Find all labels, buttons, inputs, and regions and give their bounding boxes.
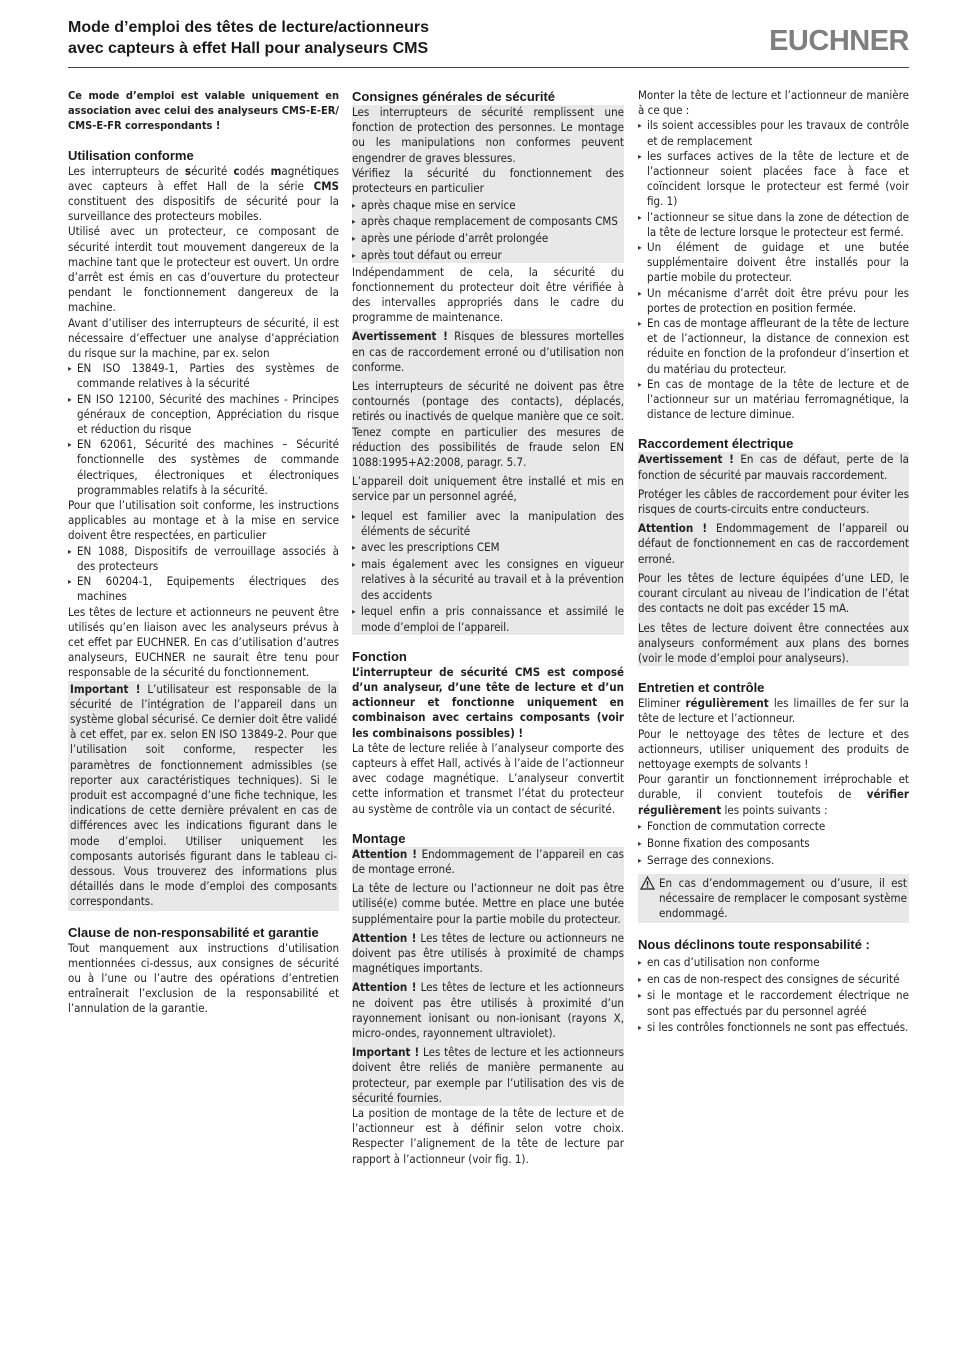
column-2 (352, 88, 624, 1167)
paragraph-install: L’appareil doit uniquement être installé et mis en service par un personnel agréé, (352, 474, 624, 504)
responsibility-list (638, 955, 909, 1036)
list-item: ▸ EN 60204-1, Equipements électriques des machines (68, 574, 339, 604)
heading-responsabilite: Nous déclinons toute responsabilité : (638, 937, 870, 953)
list-item: ▸ EN 62061, Sécurité des machines – Sécurité fonctionnelle des systèmes de commande électriques, électroniques et électroniques programmables relatifs à la sécurité. (68, 437, 339, 498)
maintenance-list (638, 819, 909, 868)
section-utilisation-conforme (68, 147, 339, 911)
list-item: ▸ après tout défaut ou erreur (352, 248, 624, 263)
list-item: ▸ en cas de non-respect des consignes de sécurité (638, 972, 909, 987)
damage-warning-text: En cas d’endommagement ou d’usure, il est nécessaire de remplacer le composant système endommagé. (659, 875, 907, 921)
montage-box (352, 847, 624, 1106)
personnel-list (352, 509, 624, 635)
paragraph-terminals: Les têtes de lecture doivent être connectées aux analyseurs conformément aux plans des bornes (voir le mode d’emploi pour analyseurs). (638, 620, 909, 665)
attention-electrical: Attention ! Endommagement de l’appareil ou défaut de fonctionnement en cas de raccordement erroné. (638, 521, 909, 566)
list-item: ▸ mais également avec les consignes en vigueur relatives à la sécurité au travail et à la prévention des accidents (352, 557, 624, 603)
list-item: ▸ Un mécanisme d’arrêt doit être prévu pour les portes de protection en position fermée. (638, 286, 909, 316)
page-header (68, 17, 909, 68)
list-item: ▸ après chaque remplacement de composants CMS (352, 214, 624, 229)
paragraph-analyzers: Les têtes de lecture et actionneurs ne peuvent être utilisés qu’en liaison avec les analyseurs prévus à cet effet par EUCHNER. En cas d’utilisation d’autres analyseurs, EUCHNER ne saurait être tenu pour responsable de la sécurité du fonctionnement. (68, 604, 339, 680)
heading-fonction: Fonction (352, 648, 407, 664)
list-item: ▸ si les contrôles fonctionnels ne sont pas effectués. (638, 1020, 909, 1035)
safety-box (352, 105, 624, 263)
paragraph-check: Pour garantir un fonctionnement irréprochable et durable, il convient toutefois de vérifier régulièrement les points suivants : (638, 772, 909, 817)
checks-list (352, 198, 624, 263)
paragraph-clause: Tout manquement aux instructions d’utilisation mentionnées ci-dessus, aux consignes de sécurité ou à l’une ou l’autre des opérations d’entretien entraînerait l’exclusion de la responsabilité et l’annulation de la garantie. (68, 940, 339, 1016)
list-item: ▸ l’actionneur se situe dans la zone de détection de la tête de lecture lorsque le protecteur est fermé. (638, 210, 909, 240)
list-item: ▸ avec les prescriptions CEM (352, 540, 624, 555)
list-item: ▸ EN 1088, Dispositifs de verrouillage associés à des protecteurs (68, 544, 339, 574)
paragraph-bypass: Les interrupteurs de sécurité ne doivent pas être contournés (pontage des contacts), déplacés, retirés ou inactivés de quelque manière que ce soit. Tenez compte en particulier des mesures de réduction des possibilités de fraude selon EN 1088:1995+A2:2008, paragr. 5.7. (352, 378, 624, 469)
attention-mounting: Attention ! Endommagement de l’appareil en cas de montage erroné. (352, 846, 624, 876)
paragraph-risk-analysis: Avant d’utiliser des interrupteurs de sécurité, il est nécessaire d’effectuer une analyse d’appréciation du risque sur la machine, par ex. selon (68, 315, 339, 361)
warning-text: Avertissement ! Risques de blessures mortelles en cas de raccordement erroné ou d’utilisation non conforme. (352, 329, 624, 374)
list-item: ▸ lequel est familier avec la manipulation des éléments de sécurité (352, 509, 624, 539)
section-raccordement (638, 435, 909, 666)
document-title-line-1: Mode d’emploi des têtes de lecture/actionneurs (68, 19, 429, 36)
paragraph-mount-intro: Monter la tête de lecture et l’actionneur de manière à ce que : (638, 88, 909, 118)
paragraph-instructions: Pour que l’utilisation soit conforme, les instructions applicables au montage et à la mise en service doivent être respectées, en particulier (68, 498, 339, 543)
paragraph-stop: La tête de lecture ou l’actionneur ne doit pas être utilisé(e) comme butée. Mettre en place une butée supplémentaire pour la partie mobile du protecteur. (352, 881, 624, 926)
important-note-box: Important ! L’utilisateur est responsable de la sécurité de l’intégration de l’appareil dans un système global sécurisé. Ce dernier doit être validé à cet effet, par ex. selon EN ISO 13849-2. Pour que l’utilisation soit conforme, respecter les paramètres de fonctionnement admissibles (se reporter aux caractéristiques techniques). Si le produit est accompagné d’une fiche technique, les indications de cette dernière prévalent en cas de différences avec les indications figurant dans le mode d’emploi. Utiliser uniquement les composants autorisés figurant dans le tableau ci-dessous. Vous trouverez des informations plus détaillés dans le mode d’emploi des composants correspondants. (68, 681, 339, 911)
warning-electrical: Avertissement ! En cas de défaut, perte de la fonction de sécurité par mauvais raccordement. (638, 452, 909, 482)
section-clause (68, 924, 339, 1017)
list-item: ▸ si le montage et le raccordement électrique ne sont pas effectués par du personnel agréé (638, 988, 909, 1018)
list-item: ▸ En cas de montage de la tête de lecture et de l’actionneur sur un matériau ferromagnétique, la distance de lecture diminue. (638, 377, 909, 423)
attention-radiation: Attention ! Les têtes de lecture et les actionneurs ne doivent pas être utilisés à proximité d’un rayonnement ionisant ou non-ionisant (rayons X, micro-ondes, rayonnement ultraviolet). (352, 980, 624, 1040)
list-item: ▸ en cas d’utilisation non conforme (638, 955, 909, 970)
euchner-logo: EUCHNER (769, 25, 909, 57)
warning-box (352, 329, 624, 634)
paragraph-position: La position de montage de la tête de lecture et de l’actionneur est à définir selon votre choix. Respecter l’alignement de la tête de lecture par rapport à l’actionneur (voir fig. 1). (352, 1105, 624, 1166)
heading-clause: Clause de non-responsabilité et garantie (68, 924, 319, 940)
paragraph-safety-function: Les interrupteurs de sécurité remplissent une fonction de protection des personnes. Le montage ou les manipulations non conformes peuvent engendrer de graves blessures. (352, 105, 624, 165)
paragraph-verify: Vérifiez la sécurité du fonctionnement des protecteurs en particulier (352, 165, 624, 196)
warning-triangle-icon (640, 876, 655, 922)
norms-list-mounting (68, 544, 339, 605)
list-item: ▸ Un élément de guidage et une butée supplémentaire doivent être installés pour la partie mobile du protecteur. (638, 240, 909, 286)
column-1 (68, 88, 339, 1017)
electrical-box (638, 452, 909, 666)
important-screws: Important ! Les têtes de lecture et les actionneurs doivent être reliés de manière permanente au protecteur, par exemple par l’utilisation des vis de sécurité fournies. (352, 1045, 624, 1105)
paragraph-filings: Eliminer régulièrement les limailles de fer sur la tête de lecture et l’actionneur. (638, 696, 909, 726)
list-item: ▸ ils soient accessibles pour les travaux de contrôle et de remplacement (638, 118, 909, 148)
section-safety (352, 88, 624, 635)
paragraph-cleaning: Pour le nettoyage des têtes de lecture et des actionneurs, utiliser uniquement des produits de nettoyage exempts de solvants ! (638, 726, 909, 771)
section-fonction (352, 648, 624, 817)
list-item: ▸ les surfaces actives de la tête de lecture et de l’actionneur soient placées face à face et coïncident lorsque le protecteur est fermé (voir fig. 1) (638, 149, 909, 210)
paragraph-led: Pour les têtes de lecture équipées d’une LED, le courant circulant au niveau de l’indication de l’état des contacts ne doit pas excéder 15 mA. (638, 570, 909, 616)
list-item: ▸ EN ISO 13849-1, Parties des systèmes de commande relatives à la sécurité (68, 361, 339, 391)
paragraph-fonction: La tête de lecture reliée à l’analyseur comporte des capteurs à effet Hall, activés à l’aide de l’actionneur avec codage magnétique. L’analyseur convertit cette information et transmet l’état du protecteur au système de contrôle via un contact de sécurité. (352, 740, 624, 816)
mount-list (638, 118, 909, 422)
list-item: ▸ Serrage des connexions. (638, 853, 909, 868)
damage-warning-box (638, 874, 909, 924)
section-montage (352, 830, 624, 1167)
list-item: ▸ En cas de montage affleurant de la tête de lecture et de l’actionneur, la distance de connexion est réduite en fonction de la profondeur d’insertion et du matériau du protecteur. (638, 316, 909, 377)
attention-magnetic: Attention ! Les têtes de lecture ou actionneurs ne doivent pas être utilisés à proximité de champs magnétiques importants. (352, 930, 624, 976)
list-item: ▸ lequel enfin a pris connaissance et assimilé le mode d’emploi de l’appareil. (352, 604, 624, 634)
paragraph-cms-definition: Les interrupteurs de sécurité codés magnétiques avec capteurs à effet Hall de la série CMS constituent des dispositifs de sécurité pour la surveillance des protecteurs mobiles. (68, 163, 340, 224)
section-entretien (638, 679, 909, 923)
document-title-line-2: avec capteurs à effet Hall pour analyseurs CMS (68, 40, 429, 57)
heading-utilisation-conforme: Utilisation conforme (68, 147, 194, 163)
section-responsabilite (638, 936, 909, 1035)
list-item: ▸ après une période d’arrêt prolongée (352, 231, 624, 246)
list-item: ▸ après chaque mise en service (352, 198, 624, 213)
paragraph-protector-use: Utilisé avec un protecteur, ce composant de sécurité interdit tout mouvement dangereux de la machine tant que le protecteur est ouvert. Un ordre d’arrêt est émis en cas d’ouverture du protecteur pendant le fonctionnement dangereux de la machine. (68, 224, 339, 315)
heading-entretien: Entretien et contrôle (638, 680, 765, 696)
heading-montage: Montage (352, 830, 406, 846)
norms-list-risk (68, 361, 339, 498)
list-item: ▸ Bonne fixation des composants (638, 836, 909, 851)
paragraph-maintenance-interval: Indépendamment de cela, la sécurité du fonctionnement du protecteur doit être vérifiée à des intervalles appropriés dans le cadre du programme de maintenance. (352, 264, 624, 325)
column-3 (638, 88, 909, 1037)
intro-note: Ce mode d’emploi est valable uniquement en association avec celui des analyseurs CMS-E-ER/ CMS-E-FR correspondants ! (68, 89, 339, 133)
list-item: ▸ Fonction de commutation correcte (638, 819, 909, 834)
heading-raccordement: Raccordement électrique (638, 436, 794, 452)
paragraph-cables: Protéger les câbles de raccordement pour éviter les risques de courts-circuits entre conducteurs. (638, 486, 909, 517)
list-item: ▸ EN ISO 12100, Sécurité des machines - Principes généraux de conception, Appréciation du risque et réduction du risque (68, 392, 339, 438)
paragraph-fonction-bold: L’interrupteur de sécurité CMS est composé d’un analyseur, d’une tête de lecture et d’un actionneur et fonctionne uniquement en combinaison avec certains composants (voir les combinaisons possibles) ! (352, 664, 624, 740)
heading-safety: Consignes générales de sécurité (352, 89, 556, 104)
